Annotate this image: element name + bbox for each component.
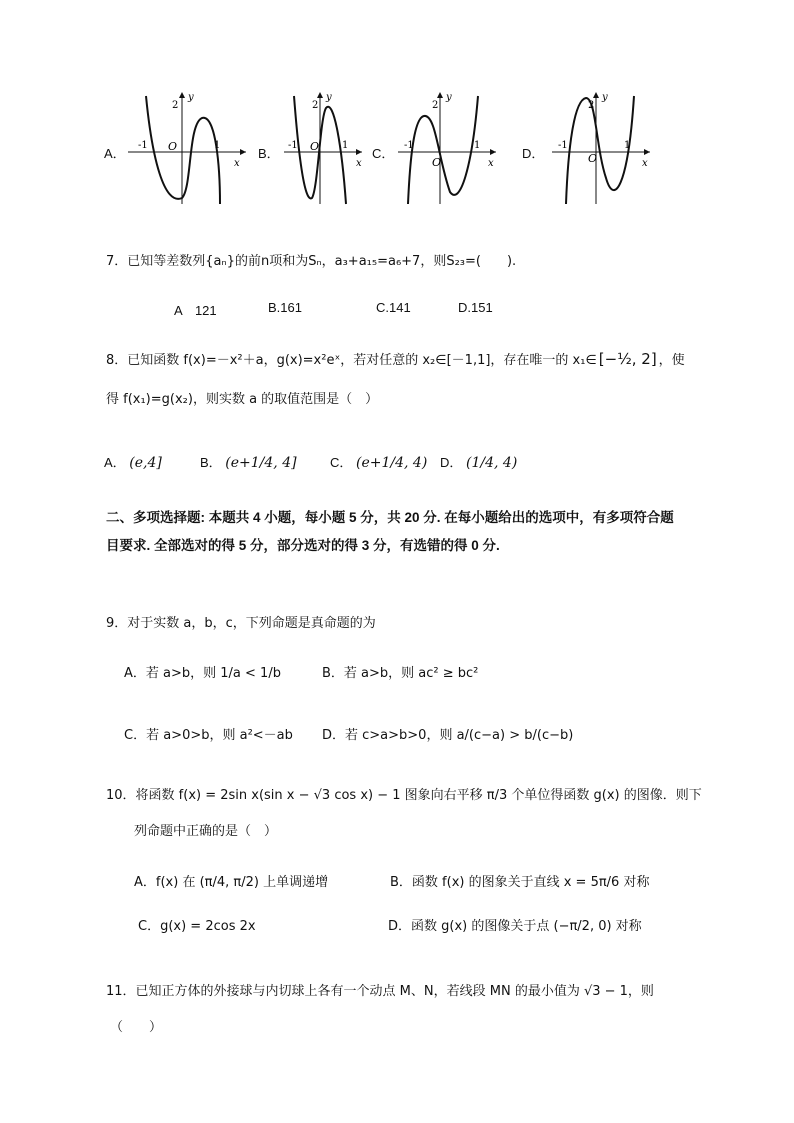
q8-line1-tail: ，使 <box>658 353 685 368</box>
graph-c-one-label: 1 <box>474 140 481 151</box>
q7-option-d[interactable]: D.151 <box>458 300 493 315</box>
graph-a-y-label: y <box>188 92 194 103</box>
q9-option-c[interactable]: C．若 a>0>b，则 a²<－ab <box>124 728 293 743</box>
graph-b-y-label: y <box>326 92 332 103</box>
graph-a-neg1-label: -1 <box>138 140 148 151</box>
q8-option-c[interactable] <box>330 452 427 471</box>
q10-option-c[interactable]: C．g(x) = 2cos 2x <box>138 919 256 934</box>
q7-option-a[interactable]: A 121 <box>174 303 217 318</box>
q6-option-a-label[interactable]: A． <box>104 146 126 161</box>
q10-option-b[interactable]: B．函数 f(x) 的图象关于直线 x = 5π/6 对称 <box>390 875 650 890</box>
q10-line1: 10．将函数 f(x) = 2sin x(sin x − √3 cos x) − 1 图象向右平移 π/3 个单位得函数 g(x) 的图像．则下 <box>106 788 702 803</box>
q8-interval: [−½, 2] <box>598 350 657 368</box>
q10-option-a[interactable]: A．f(x) 在 (π/4, π/2) 上单调递增 <box>134 875 329 890</box>
q8-option-a[interactable] <box>104 452 162 471</box>
graph-c-origin-label: O <box>432 156 442 169</box>
q8-line2: 得 f(x₁)=g(x₂)，则实数 a 的取值范围是（ ） <box>106 392 379 407</box>
q8-option-d-value: (1/4, 4) <box>466 455 518 471</box>
graph-d-one-label: 1 <box>624 140 631 151</box>
graph-b-neg1-label: -1 <box>288 140 298 151</box>
graph-a-x-label: x <box>234 158 240 169</box>
graph-c-two-label: 2 <box>432 100 439 111</box>
graph-b-two-label: 2 <box>312 100 319 111</box>
q6-option-c-label[interactable]: C． <box>372 146 395 161</box>
graph-b-x-label: x <box>356 158 362 169</box>
q6-graph-a <box>124 88 250 208</box>
q9-option-b[interactable]: B．若 a>b，则 ac² ≥ bc² <box>322 666 479 681</box>
q6-graph-c <box>394 88 500 208</box>
q8-option-a-label: A． <box>104 455 126 470</box>
q9-option-d[interactable]: D．若 c>a>b>0，则 a/(c−a) > b/(c−b) <box>322 728 574 743</box>
graph-c-x-label: x <box>488 158 494 169</box>
q6-graph-b <box>280 88 366 208</box>
q8-option-c-value: (e+1/4, 4) <box>356 455 428 471</box>
q8-option-d[interactable] <box>440 452 517 471</box>
q8-option-d-label: D． <box>440 455 463 470</box>
section2-heading-line2: 目要求. 全部选对的得 5 分，部分选对的得 3 分，有选错的得 0 分. <box>106 538 500 553</box>
q9-stem: 9．对于实数 a，b，c，下列命题是真命题的为 <box>106 616 376 631</box>
graph-d-neg1-label: -1 <box>558 140 568 151</box>
graph-d-x-label: x <box>642 158 648 169</box>
q8-option-b-label: B． <box>200 455 222 470</box>
graph-c-y-label: y <box>446 92 452 103</box>
graph-d-y-label: y <box>602 92 608 103</box>
q7-option-b[interactable]: B.161 <box>268 300 302 315</box>
q6-option-b-label[interactable]: B． <box>258 146 280 161</box>
q6-graph-d <box>548 88 654 208</box>
graph-b-one-label: 1 <box>342 140 349 151</box>
q10-option-d[interactable]: D．函数 g(x) 的图像关于点 (−π/2, 0) 对称 <box>388 919 642 934</box>
graph-a-origin-label: O <box>168 140 178 153</box>
q11-line1: 11．已知正方体的外接球与内切球上各有一个动点 M、N，若线段 MN 的最小值为 √3 − 1，则 <box>106 984 654 999</box>
q8-line1 <box>106 349 685 368</box>
q7-stem: 7．已知等差数列{aₙ}的前n项和为Sₙ，a₃+a₁₅=a₆+7，则S₂₃=( ). <box>106 254 517 269</box>
q8-option-c-label: C． <box>330 455 353 470</box>
q11-line2: （ ） <box>110 1020 163 1035</box>
q10-line2: 列命题中正确的是（ ） <box>134 824 278 839</box>
graph-c-neg1-label: -1 <box>404 140 414 151</box>
q8-option-b-value: (e+1/4, 4] <box>225 455 297 471</box>
q9-option-a[interactable]: A．若 a>b，则 1/a < 1/b <box>124 666 281 681</box>
q8-line1-text: 8．已知函数 f(x)=－x²＋a，g(x)=x²eˣ，若对任意的 x₂∈[－1,1]，存在唯一的 x₁∈ <box>106 353 597 368</box>
graph-d-origin-label: O <box>588 152 598 165</box>
q7-option-c[interactable]: C.141 <box>376 300 411 315</box>
section2-heading-line1: 二、多项选择题: 本题共 4 小题，每小题 5 分，共 20 分. 在每小题给出的选项中，有多项符合题 <box>106 510 674 525</box>
q8-option-a-value: (e,4] <box>129 455 162 471</box>
graph-a-one-label: 1 <box>214 140 221 151</box>
q8-option-b[interactable] <box>200 452 297 471</box>
graph-b-origin-label: O <box>310 140 320 153</box>
q6-option-d-label[interactable]: D． <box>522 146 545 161</box>
graph-a-two-label: 2 <box>172 100 179 111</box>
graph-d-two-label: 2 <box>588 100 595 111</box>
